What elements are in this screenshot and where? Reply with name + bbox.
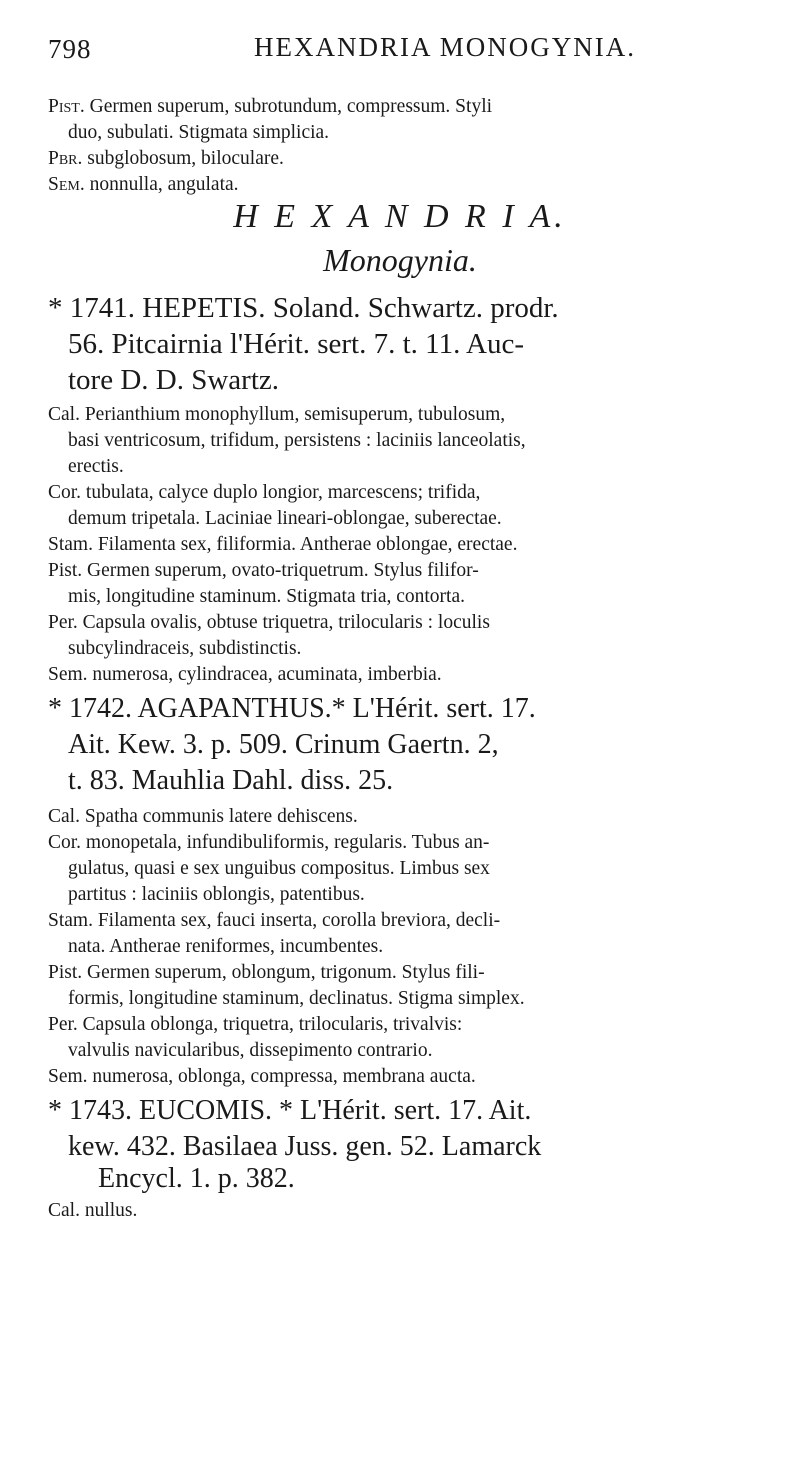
entry-1741-heading-3: tore D. D. Swartz. [68,364,280,396]
entry-1743-heading-2: kew. 432. Basilaea Juss. gen. 52. Lamarck [68,1131,542,1162]
entry-1742-heading-3: t. 83. Mauhlia Dahl. diss. 25. [68,765,394,796]
entry-1741-stam: Stam. Filamenta sex, filiformia. Antherae oblongae, erectae. [48,534,518,555]
entry-1743-heading: * 1743. EUCOMIS. * L'Hérit. sert. 17. Ait. [48,1095,532,1126]
entry-1742-sem: Sem. numerosa, oblonga, compressa, membrana aucta. [48,1066,476,1087]
entry-1741-cal-3: erectis. [68,456,124,477]
pbr-label: Pbr. [48,148,83,169]
entry-1742-cor-3: partitus : laciniis oblongis, patentibus. [68,884,365,905]
entry-1741-per: Per. Capsula ovalis, obtuse triquetra, trilocularis : loculis [48,612,490,633]
intro-pist-line-2: duo, subulati. Stigmata simplicia. [68,122,330,143]
intro-pbr-line [48,146,284,172]
pist-text: Germen superum, subrotundum, compressum. Styli [84,96,493,117]
page-number: 798 [48,34,92,64]
entry-1742-stam: Stam. Filamenta sex, fauci inserta, corolla breviora, decli- [48,910,501,931]
entry-1741-cor-2: demum tripetala. Laciniae lineari-oblongae, suberectae. [68,508,502,529]
intro-sem-line [48,172,239,198]
entry-1742-cal: Cal. Spatha communis latere dehiscens. [48,806,358,827]
entry-1742-cor-2: gulatus, quasi e sex unguibus compositus. Limbus sex [68,858,490,879]
entry-1741-cor: Cor. tubulata, calyce duplo longior, marcescens; trifida, [48,482,481,503]
entry-1742-heading: * 1742. AGAPANTHUS.* L'Hérit. sert. 17. [48,693,536,724]
entry-1741-cal: Cal. Perianthium monophyllum, semisuperum, tubulosum, [48,404,506,425]
entry-1742-per: Per. Capsula oblonga, triquetra, trilocularis, trivalvis: [48,1014,463,1035]
entry-1741-sem: Sem. numerosa, cylindracea, acuminata, imberbia. [48,664,442,685]
entry-1742-heading-2: Ait. Kew. 3. p. 509. Crinum Gaertn. 2, [68,729,499,760]
entry-1742-stam-2: nata. Antherae reniformes, incumbentes. [68,936,384,957]
class-title: H E X A N D R I A. [233,198,567,235]
entry-1743-cal: Cal. nullus. [48,1200,138,1221]
sem-text: nonnulla, angulata. [84,174,239,195]
entry-1743-heading-3: Encycl. 1. p. 382. [98,1163,295,1194]
running-title: HEXANDRIA MONOGYNIA. [254,32,636,62]
pist-label: Pist. [48,96,85,117]
entry-1742-pist-2: formis, longitudine staminum, declinatus. Stigma simplex. [68,988,525,1009]
page-header [48,28,768,78]
entry-1741-per-2: subcylindraceis, subdistinctis. [68,638,302,659]
entry-1741-pist-2: mis, longitudine staminum. Stigmata tria, contorta. [68,586,465,607]
sem-label: Sem. [48,174,85,195]
intro-pist-line [48,94,492,120]
order-title: Monogynia. [323,242,477,278]
pbr-text: subglobosum, biloculare. [82,148,284,169]
entry-1741-cal-2: basi ventricosum, trifidum, persistens : laciniis lanceolatis, [68,430,526,451]
entry-1741-heading: * 1741. HEPETIS. Soland. Schwartz. prodr. [48,292,559,324]
entry-1742-cor: Cor. monopetala, infundibuliformis, regularis. Tubus an- [48,832,490,853]
entry-1741-heading-2: 56. Pitcairnia l'Hérit. sert. 7. t. 11. Auc- [68,328,524,360]
entry-1742-per-2: valvulis navicularibus, dissepimento contrario. [68,1040,433,1061]
entry-1742-pist: Pist. Germen superum, oblongum, trigonum. Stylus fili- [48,962,485,983]
entry-1741-pist: Pist. Germen superum, ovato-triquetrum. Stylus filifor- [48,560,479,581]
